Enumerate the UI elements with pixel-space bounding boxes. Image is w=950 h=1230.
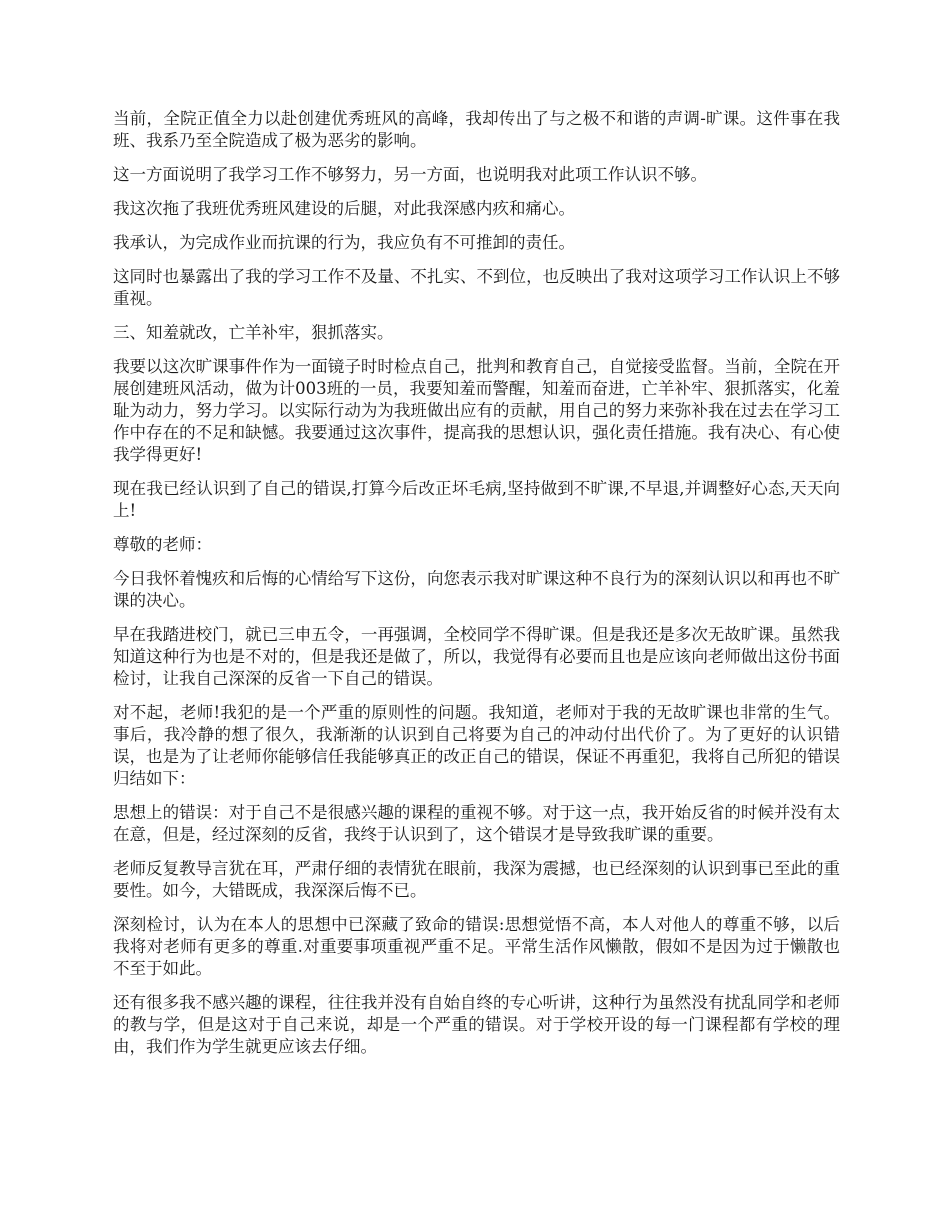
paragraph-1: 当前，全院正值全力以赴创建优秀班风的高峰，我却传出了与之极不和谐的声调-旷课。这件事在我班、我系乃至全院造成了极为恶劣的影响。 [113,109,840,150]
salutation: 尊敬的老师： [113,535,212,554]
paragraph-3: 我这次拖了我班优秀班风建设的后腿，对此我深感内疚和痛心。 [113,199,575,218]
section-heading-3: 三、知羞就改，亡羊补牢，狠抓落实。 [113,323,394,342]
paragraph-15: 深刻检讨，认为在本人的思想中已深藏了致命的错误:思想觉悟不高，本人对他人的尊重不够，以后我将对老师有更多的尊重.对重要事项重视严重不足。平常生活作风懒散，假如不是因为过于懒散也不至于如此。 [113,915,840,978]
paragraph-2: 这一方面说明了我学习工作不够努力，另一方面，也说明我对此项工作认识不够。 [113,165,707,184]
document-body [113,108,840,1070]
paragraph-8: 现在我已经认识到了自己的错误,打算今后改正坏毛病,坚持做到不旷课,不早退,并调整好心态,天天向上! [113,479,840,520]
paragraph-13: 思想上的错误：对于自己不是很感兴趣的课程的重视不够。对于这一点，我开始反省的时候并没有太在意，但是，经过深刻的反省，我终于认识到了，这个错误才是导致我旷课的重要。 [113,803,840,844]
paragraph-10: 今日我怀着愧疚和后悔的心情给写下这份，向您表示我对旷课这种不良行为的深刻认识以和再也不旷课的决心。 [113,569,840,610]
paragraph-14: 老师反复教导言犹在耳，严肃仔细的表情犹在眼前，我深为震撼，也已经深刻的认识到事已至此的重要性。如今，大错既成，我深深后悔不已。 [113,859,840,900]
paragraph-7: 我要以这次旷课事件作为一面镜子时时检点自己，批判和教育自己，自觉接受监督。当前，全院在开展创建班风活动，做为计003班的一员，我要知羞而警醒，知羞而奋进，亡羊补牢、狠抓落实，化羞耻为动力，努力学习。以实际行动为为我班做出应有的贡献，用自己的努力来弥补我在过去在学习工作中存在的不足和缺憾。我要通过这次事件，提高我的思想认识，强化责任措施。我有决心、有心使我学得更好! [113,357,840,464]
paragraph-4: 我承认，为完成作业而抗课的行为，我应负有不可推卸的责任。 [113,233,575,252]
paragraph-12: 对不起，老师!我犯的是一个严重的原则性的问题。我知道，老师对于我的无故旷课也非常的生气。事后，我冷静的想了很久，我渐渐的认识到自己将要为自己的冲动付出代价了。为了更好的认识错误，也是为了让老师你能够信任我能够真正的改正自己的错误，保证不再重犯，我将自己所犯的错误归结如下： [113,703,840,788]
paragraph-11: 早在我踏进校门，就已三申五令，一再强调，全校同学不得旷课。但是我还是多次无故旷课。虽然我知道这种行为也是不对的，但是我还是做了，所以，我觉得有必要而且也是应该向老师做出这份书面检讨，让我自己深深的反省一下自己的错误。 [113,625,840,688]
paragraph-5: 这同时也暴露出了我的学习工作不及量、不扎实、不到位，也反映出了我对这项学习工作认识上不够重视。 [113,267,840,308]
paragraph-16: 还有很多我不感兴趣的课程，往往我并没有自始自终的专心听讲，这种行为虽然没有扰乱同学和老师的教与学，但是这对于自己来说，却是一个严重的错误。对于学校开设的每一门课程都有学校的理由，我们作为学生就更应该去仔细。 [113,993,840,1056]
